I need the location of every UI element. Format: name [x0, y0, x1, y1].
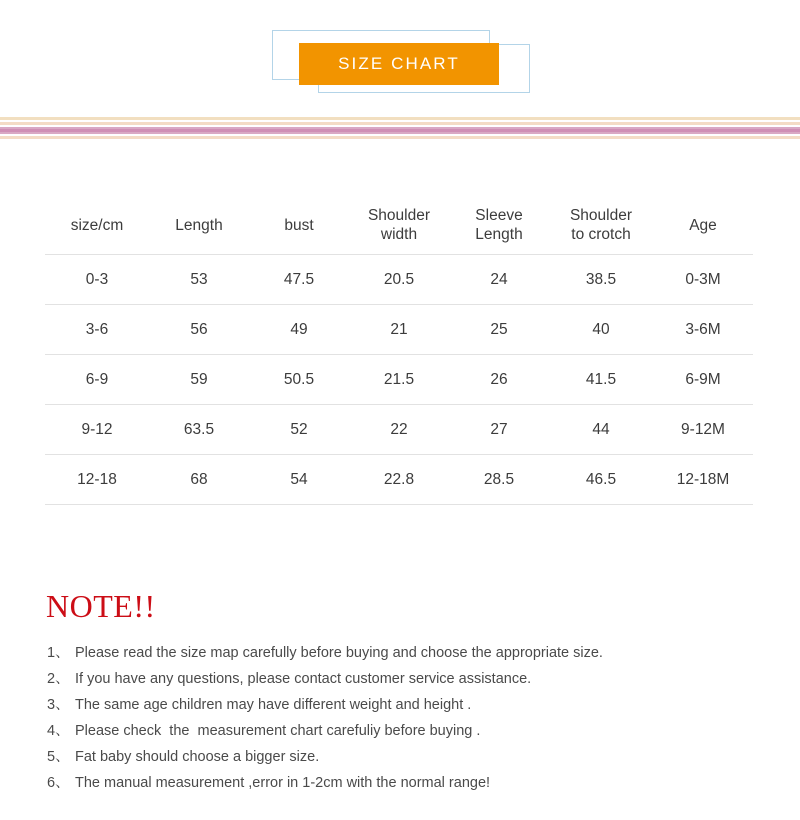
table-row — [45, 255, 753, 305]
cell-length: 59 — [149, 355, 249, 405]
cell-length: 63.5 — [149, 405, 249, 455]
banner-title: SIZE CHART — [338, 54, 460, 73]
column-header-sleeve-length: Sleeve Length — [449, 196, 549, 255]
note-number: 4、 — [47, 723, 70, 739]
note-number: 1、 — [47, 645, 70, 661]
note-number: 3、 — [47, 697, 70, 713]
cell-shoulder-width: 20.5 — [349, 255, 449, 305]
table-row — [45, 355, 753, 405]
table-row — [45, 405, 753, 455]
cell-shoulder-to-crotch: 46.5 — [549, 455, 653, 505]
cell-bust: 52 — [249, 405, 349, 455]
note-item — [47, 692, 747, 718]
cell-sleeve-length: 28.5 — [449, 455, 549, 505]
cell-size: 9-12 — [45, 405, 149, 455]
note-heading: NOTE!! — [46, 588, 156, 624]
note-text: If you have any questions, please contact customer service assistance. — [75, 671, 532, 687]
note-item — [47, 744, 747, 770]
header-banner-area — [0, 0, 800, 112]
cell-sleeve-length: 27 — [449, 405, 549, 455]
size-chart-banner — [299, 43, 499, 85]
cell-shoulder-to-crotch: 44 — [549, 405, 653, 455]
cell-size: 6-9 — [45, 355, 149, 405]
cell-age: 6-9M — [653, 355, 753, 405]
table-header-row — [45, 196, 753, 255]
column-header-age: Age — [653, 196, 753, 255]
size-table-head — [45, 196, 753, 255]
cell-age: 12-18M — [653, 455, 753, 505]
column-header-shoulder-width: Shoulder width — [349, 196, 449, 255]
note-text: The same age children may have different weight and height . — [75, 697, 472, 713]
cell-bust: 49 — [249, 305, 349, 355]
note-text: Please check the measurement chart carefuliy before buying . — [75, 723, 481, 739]
cell-shoulder-width: 21.5 — [349, 355, 449, 405]
note-item — [47, 718, 747, 744]
cell-size: 3-6 — [45, 305, 149, 355]
cell-shoulder-width: 22 — [349, 405, 449, 455]
cell-bust: 47.5 — [249, 255, 349, 305]
note-text: Please read the size map carefully before buying and choose the appropriate size. — [75, 645, 603, 661]
cell-size: 12-18 — [45, 455, 149, 505]
table-row — [45, 305, 753, 355]
size-table-body — [45, 255, 753, 505]
cell-sleeve-length: 24 — [449, 255, 549, 305]
cell-shoulder-width: 22.8 — [349, 455, 449, 505]
cell-age: 3-6M — [653, 305, 753, 355]
cell-shoulder-to-crotch: 41.5 — [549, 355, 653, 405]
cell-shoulder-width: 21 — [349, 305, 449, 355]
note-text: The manual measurement ,error in 1-2cm with the normal range! — [75, 775, 491, 791]
cell-length: 53 — [149, 255, 249, 305]
note-item — [47, 770, 747, 796]
cell-size: 0-3 — [45, 255, 149, 305]
table-row — [45, 455, 753, 505]
cell-shoulder-to-crotch: 38.5 — [549, 255, 653, 305]
note-item — [47, 640, 747, 666]
note-item — [47, 666, 747, 692]
size-table — [45, 196, 753, 505]
cell-sleeve-length: 26 — [449, 355, 549, 405]
cell-bust: 50.5 — [249, 355, 349, 405]
cell-sleeve-length: 25 — [449, 305, 549, 355]
striped-divider — [0, 117, 800, 141]
size-table-container — [45, 196, 753, 505]
note-number: 2、 — [47, 671, 70, 687]
column-header-bust: bust — [249, 196, 349, 255]
note-number: 5、 — [47, 749, 70, 765]
cell-shoulder-to-crotch: 40 — [549, 305, 653, 355]
note-list — [47, 640, 747, 796]
note-number: 6、 — [47, 775, 70, 791]
column-header-size: size/cm — [45, 196, 149, 255]
cell-age: 0-3M — [653, 255, 753, 305]
cell-bust: 54 — [249, 455, 349, 505]
note-text: Fat baby should choose a bigger size. — [75, 749, 320, 765]
column-header-length: Length — [149, 196, 249, 255]
column-header-shoulder-to-crotch: Shoulder to crotch — [549, 196, 653, 255]
cell-age: 9-12M — [653, 405, 753, 455]
cell-length: 56 — [149, 305, 249, 355]
cell-length: 68 — [149, 455, 249, 505]
divider-stripe — [0, 139, 800, 141]
